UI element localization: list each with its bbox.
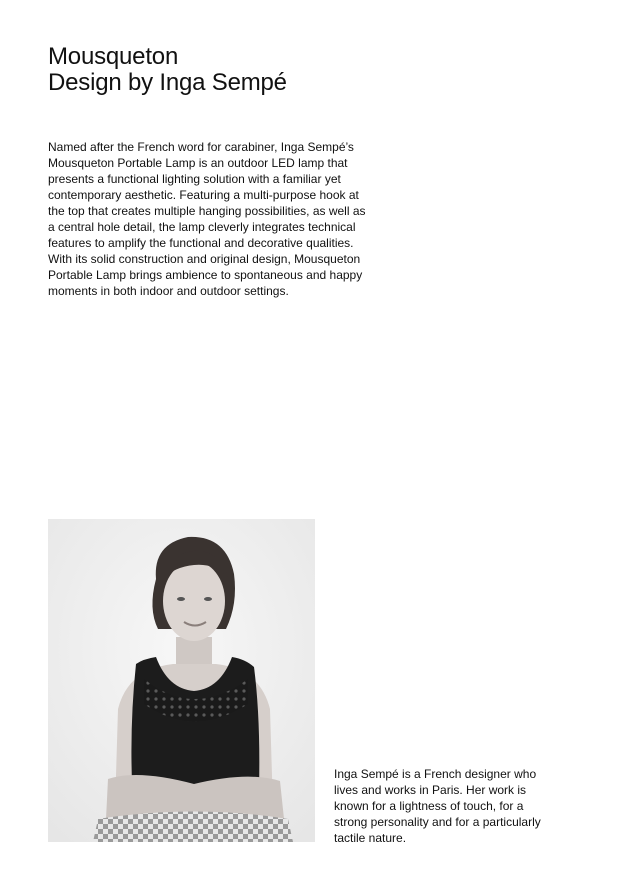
description-line: the top that creates multiple hanging possibilities, as well as [48,204,366,218]
description-line: features to amplify the functional and decorative qualities. [48,236,354,250]
bio-line: known for a lightness of touch, for a [334,799,524,813]
page-title [48,44,287,96]
product-description [48,139,408,299]
description-line: a central hole detail, the lamp cleverly integrates technical [48,220,356,234]
bio-line: lives and works in Paris. Her work is [334,783,527,797]
designer-bio [334,766,584,846]
description-line: contemporary aesthetic. Featuring a multi-purpose hook at [48,188,359,202]
description-line: With its solid construction and original design, Mousqueton [48,252,361,266]
title-line-designer: Design by Inga Sempé [48,69,287,96]
bio-line: tactile nature. [334,831,407,845]
title-line-product: Mousqueton [48,43,179,70]
description-line: Named after the French word for carabiner, Inga Sempé’s [48,140,354,154]
description-line: Portable Lamp brings ambience to spontaneous and happy [48,268,363,282]
description-line: Mousqueton Portable Lamp is an outdoor LED lamp that [48,156,348,170]
description-line: moments in both indoor and outdoor settings. [48,284,289,298]
designer-portrait-photo [48,519,315,842]
bio-line: Inga Sempé is a French designer who [334,767,537,781]
bio-line: strong personality and for a particularly [334,815,541,829]
description-line: presents a functional lighting solution with a familiar yet [48,172,341,186]
